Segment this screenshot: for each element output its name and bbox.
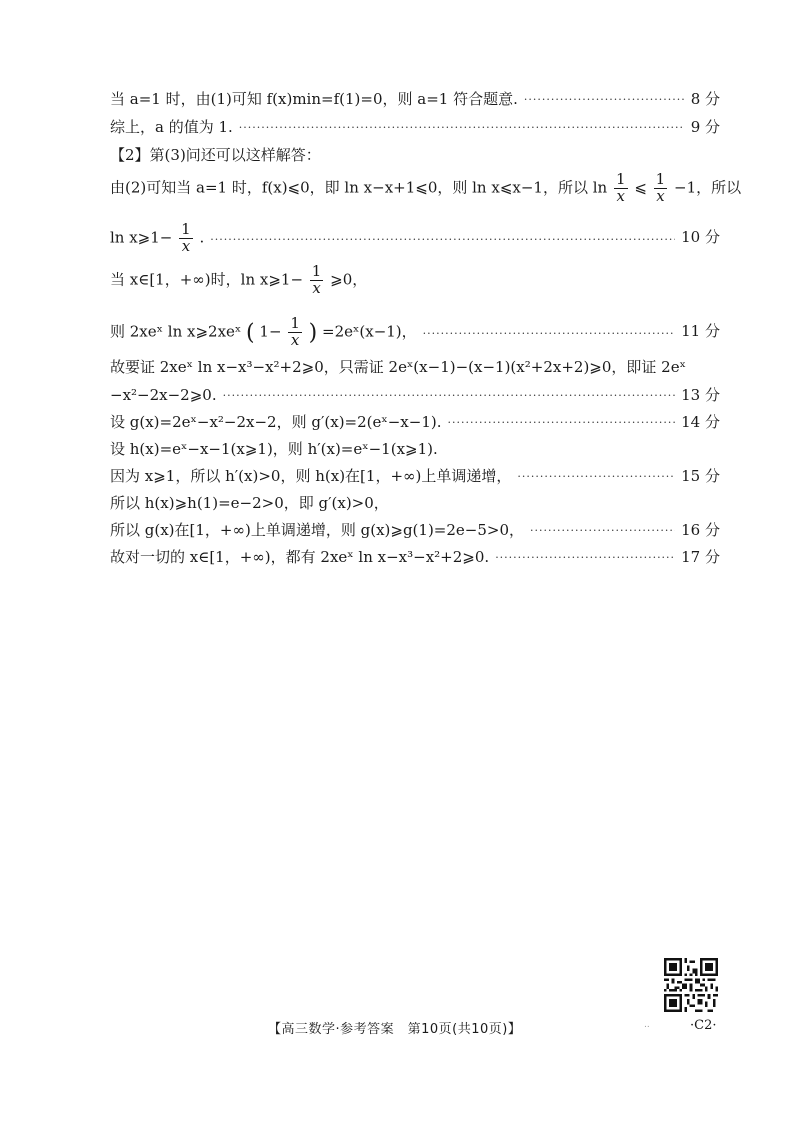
line-text-post: .: [199, 228, 205, 247]
qr-code-icon: [664, 958, 718, 1012]
dot-leader: [524, 93, 685, 106]
fraction-one-over-x: [654, 172, 668, 205]
line-text: 设 h(x)=eˣ−x−1(x⩾1)，则 h′(x)=eˣ−1(x⩾1).: [110, 440, 438, 458]
solution-line-15: [110, 546, 720, 567]
dot-leader: [423, 327, 675, 340]
solution-line-4: [110, 170, 742, 205]
dot-leader: [239, 121, 685, 134]
score-label: 9 分: [690, 118, 720, 136]
line-text: 【2】第(3)问还可以这样解答：: [110, 146, 321, 164]
solution-line-5: [110, 222, 720, 255]
line-text-mid: 1−: [259, 322, 282, 341]
footer-code: ·C2·: [690, 1018, 717, 1033]
fraction-one-over-x: [288, 316, 302, 349]
line-text-post: =2eˣ(x−1)，: [322, 322, 417, 341]
line-text: 所以 h(x)⩾h(1)=e−2>0，即 g′(x)>0，: [110, 494, 389, 512]
solution-line-7: [110, 316, 720, 349]
line-text: 故要证 2xeˣ ln x−x³−x²+2⩾0，只需证 2eˣ(x−1)−(x−1)(x²+2x+2)⩾0，即证 2eˣ: [110, 358, 686, 376]
dot-leader: [448, 416, 676, 429]
score-label: 14 分: [681, 413, 720, 431]
fraction-numerator: 1: [655, 170, 666, 188]
alt-solution-heading: [110, 144, 720, 165]
fraction-one-over-x: [179, 222, 193, 255]
line-text-pre: 当 x∈[1，+∞)时，ln x⩾1−: [110, 270, 304, 289]
line-text: 因为 x⩾1，所以 h′(x)>0，则 h(x)在[1，+∞)上单调递增，: [110, 467, 512, 485]
solution-line-10: [110, 411, 720, 432]
fraction-numerator: 1: [311, 262, 322, 280]
fraction-denominator: x: [656, 186, 665, 205]
score-label: 8 分: [690, 90, 720, 108]
solution-line-8: [110, 356, 720, 377]
fraction-numerator: 1: [181, 220, 191, 238]
line-text-pre: 由(2)可知当 a=1 时，f(x)⩽0，即 ln x−x+1⩽0，则 ln x⩽x−1，所以 ln: [110, 178, 608, 197]
fraction-one-over-x: [614, 172, 628, 205]
solution-line-14: [110, 519, 720, 540]
line-text: 当 a=1 时，由(1)可知 f(x)min=f(1)=0，则 a=1 符合题意.: [110, 90, 518, 108]
line-text-pre: ln x⩾1−: [110, 228, 173, 247]
fraction-numerator: 1: [290, 314, 300, 332]
close-paren: ): [308, 320, 318, 346]
dot-leader: [517, 470, 675, 483]
solution-line-2: [110, 116, 720, 137]
score-label: 15 分: [681, 467, 720, 485]
fraction-denominator: x: [290, 330, 300, 349]
fraction-denominator: x: [312, 278, 321, 297]
solution-line-11: [110, 438, 720, 459]
score-label: 16 分: [681, 521, 720, 539]
fraction-numerator: 1: [615, 170, 626, 188]
footer-dots: ..: [644, 1020, 650, 1030]
score-label: 17 分: [681, 548, 720, 566]
line-text-post: ⩾0，: [330, 270, 368, 289]
line-text-post: −1，所以: [674, 178, 742, 197]
dot-leader: [530, 524, 675, 537]
fraction-one-over-x: [310, 264, 324, 297]
line-text-mid: ⩽: [634, 178, 647, 197]
solution-line-6: [110, 264, 720, 297]
line-text-pre: 则 2xeˣ ln x⩾2xeˣ: [110, 322, 242, 341]
line-text: −x²−2x−2⩾0.: [110, 386, 217, 404]
open-paren: (: [246, 320, 255, 346]
fraction-denominator: x: [616, 186, 625, 205]
solution-line-13: [110, 492, 720, 513]
dot-leader: [495, 551, 675, 564]
dot-leader: [223, 389, 676, 402]
line-text: 故对一切的 x∈[1，+∞)，都有 2xeˣ ln x−x³−x²+2⩾0.: [110, 548, 490, 566]
line-text: 所以 g(x)在[1，+∞)上单调递增，则 g(x)⩾g(1)=2e−5>0，: [110, 521, 525, 539]
footer-title: 【高三数学·参考答案 第10页(共10页)】: [268, 1022, 522, 1037]
score-label: 13 分: [681, 386, 720, 404]
solution-line-12: [110, 465, 720, 486]
score-label: 10 分: [681, 228, 720, 247]
score-label: 11 分: [681, 322, 720, 341]
fraction-denominator: x: [181, 236, 191, 255]
solution-line-1: [110, 88, 720, 109]
line-text: 设 g(x)=2eˣ−x²−2x−2，则 g′(x)=2(eˣ−x−1).: [110, 413, 442, 431]
line-text: 综上，a 的值为 1.: [110, 118, 233, 136]
solution-line-9: [110, 384, 720, 405]
dot-leader: [210, 233, 675, 246]
